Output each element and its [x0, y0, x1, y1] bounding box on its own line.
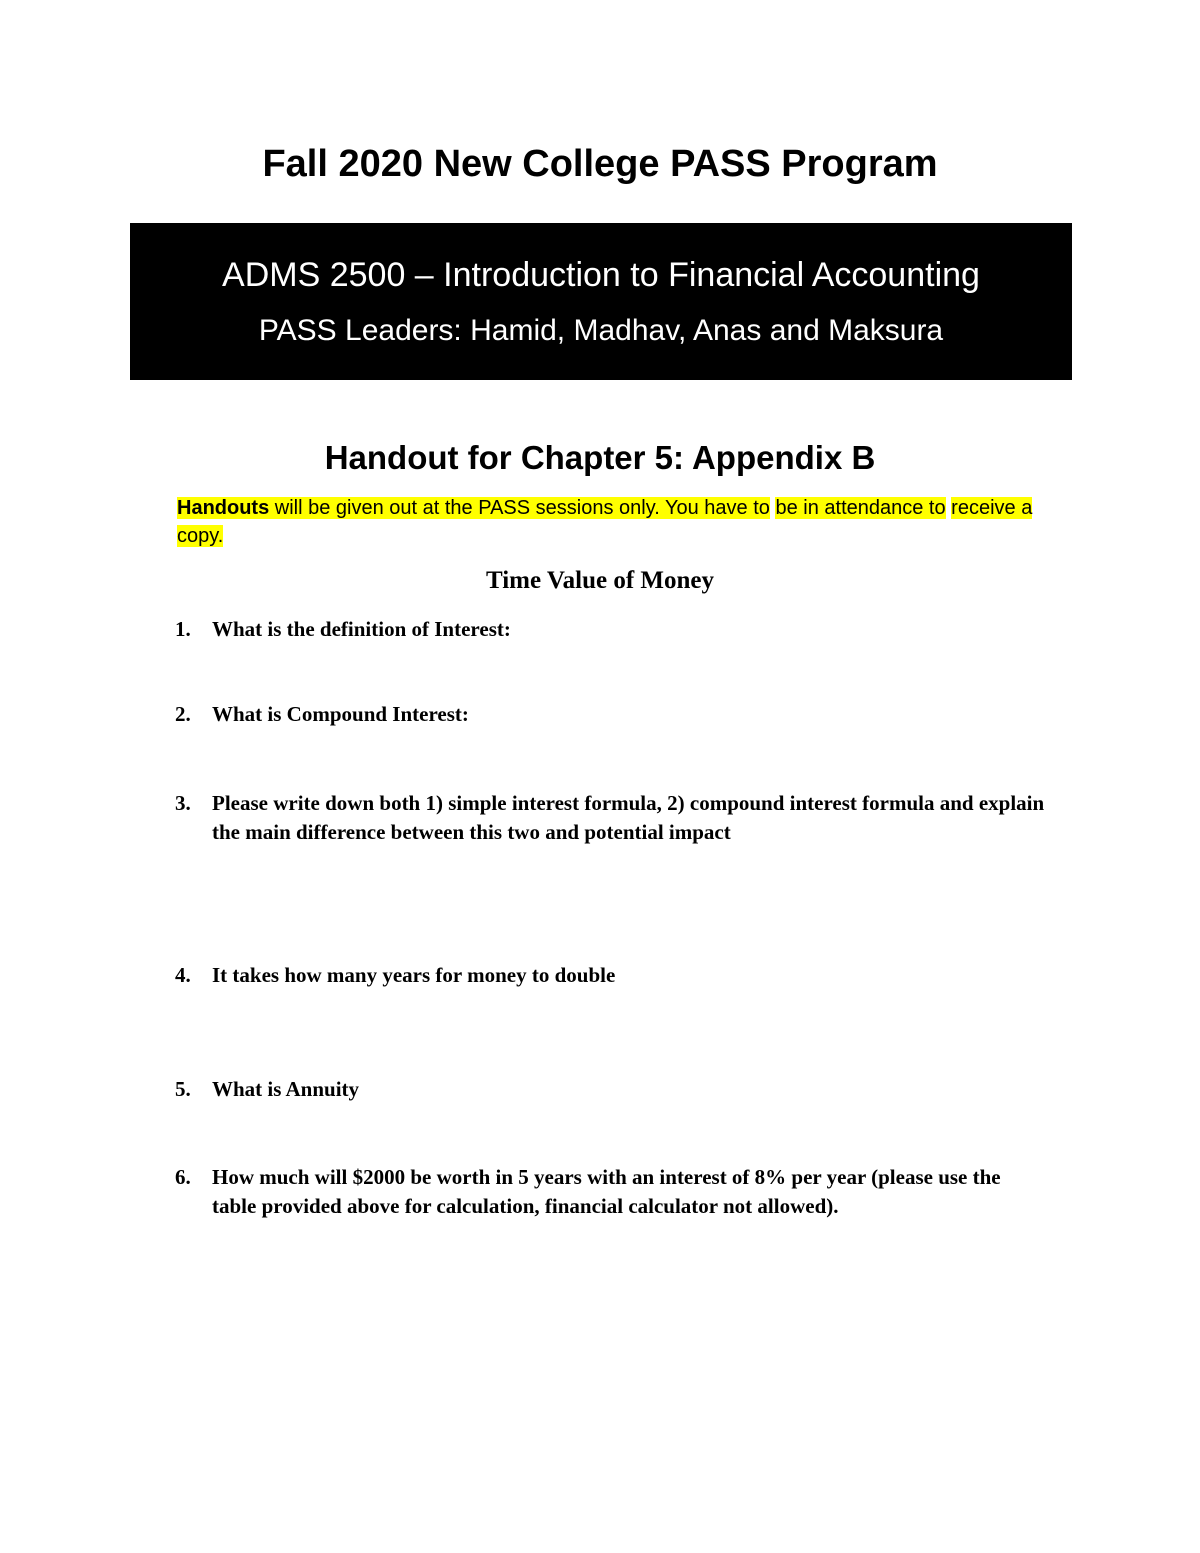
question-text: How much will $2000 be worth in 5 years with an interest of 8% per year (please use the table provided above for calculation, financial calculator not allowed).	[212, 1165, 1001, 1218]
question-item	[175, 615, 1045, 644]
question-item	[175, 700, 1045, 729]
question-item	[175, 961, 1045, 990]
question-number: 3.	[175, 791, 191, 815]
question-item	[175, 1163, 1045, 1221]
question-number: 5.	[175, 1077, 191, 1101]
notice-text-3: receive a copy.	[177, 497, 1033, 547]
attendance-notice	[177, 494, 1037, 550]
question-text: Please write down both 1) simple interest formula, 2) compound interest formula and explain the main difference between this two and potential impact	[212, 791, 1045, 844]
notice-text-1: will be given out at the PASS sessions only. You have to	[269, 497, 770, 519]
page-title: Fall 2020 New College PASS Program	[262, 143, 938, 185]
pass-leaders: PASS Leaders: Hamid, Madhav, Anas and Maksura	[258, 314, 944, 347]
handout-title: Handout for Chapter 5: Appendix B	[324, 439, 876, 476]
question-number: 2.	[175, 702, 191, 726]
question-number: 4.	[175, 963, 191, 987]
notice-bold-text: Handouts	[177, 497, 270, 519]
course-header-banner	[130, 223, 1072, 380]
section-title: Time Value of Money	[485, 567, 714, 594]
course-name: ADMS 2500 – Introduction to Financial Accounting	[222, 256, 980, 294]
question-item	[175, 1075, 1045, 1104]
question-number: 1.	[175, 617, 191, 641]
question-text: It takes how many years for money to double	[212, 963, 616, 987]
question-number: 6.	[175, 1165, 191, 1189]
question-item	[175, 789, 1045, 847]
notice-text-2: be in attendance to	[775, 497, 946, 519]
question-text: What is the definition of Interest:	[212, 617, 511, 641]
question-text: What is Annuity	[212, 1077, 360, 1101]
question-text: What is Compound Interest:	[212, 702, 469, 726]
